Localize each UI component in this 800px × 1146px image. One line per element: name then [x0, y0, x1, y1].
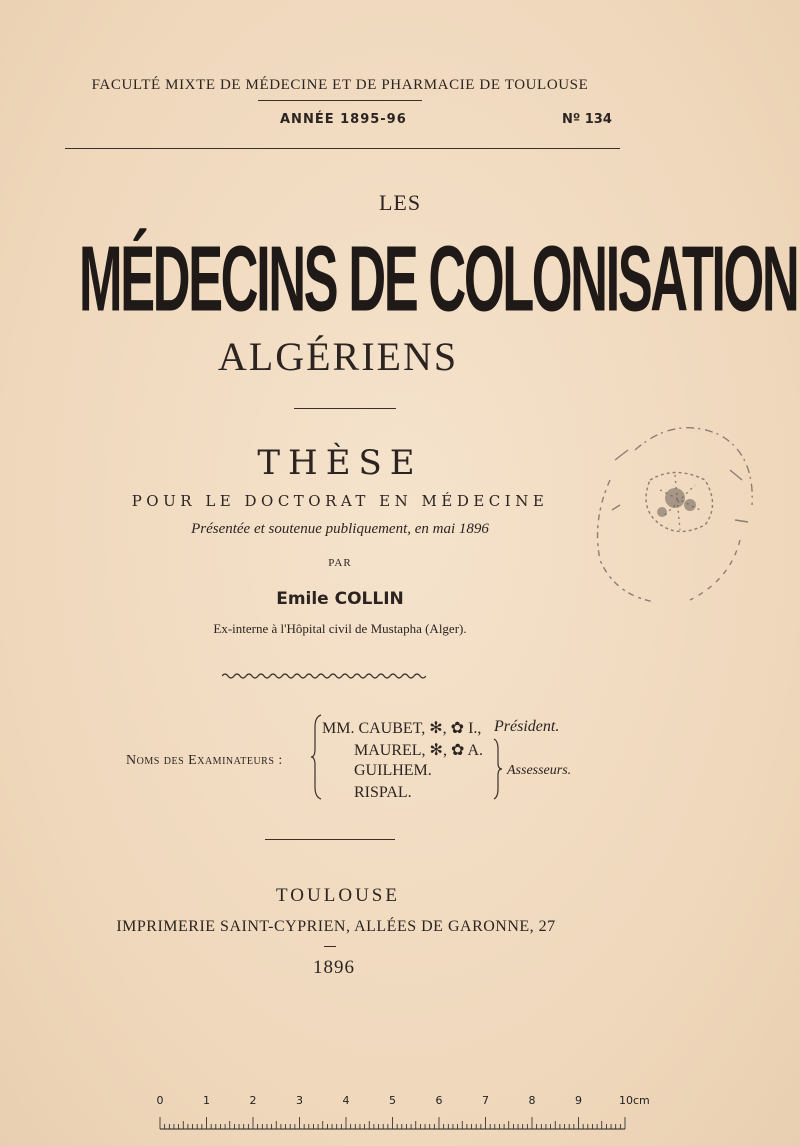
imprint-dash — [324, 946, 336, 947]
par-label: PAR — [328, 557, 352, 569]
ruler-label: 3 — [296, 1094, 303, 1107]
faculty-heading: FACULTÉ MIXTE DE MÉDECINE ET DE PHARMACIE DE TOULOUSE — [91, 77, 589, 93]
imprint-divider — [265, 839, 395, 840]
presentation-line: Présentée et soutenue publiquement, en mai 1896 — [191, 521, 489, 537]
title-les: LES — [378, 190, 422, 215]
imprint-printer: IMPRIMERIE SAINT-CYPRIEN, ALLÉES DE GARONNE, 27 — [116, 918, 556, 935]
ruler-label: 0 — [156, 1094, 164, 1107]
president-role: Président. — [494, 718, 560, 735]
right-brace — [492, 737, 502, 801]
ruler-label: 1 — [203, 1094, 210, 1107]
imprint-year: 1896 — [313, 957, 355, 978]
author-name: Emile COLLIN — [276, 589, 404, 609]
wavy-ornament — [222, 670, 426, 682]
ruler-label: 10cm — [619, 1094, 650, 1107]
thesis-number: Nº 134 — [562, 112, 612, 127]
title-divider — [294, 408, 396, 409]
centimeter-scale — [150, 1093, 650, 1133]
main-title-text: MÉDECINS DE COLONISATION — [78, 226, 798, 331]
ruler-label: 7 — [482, 1094, 489, 1107]
ruler-label: 6 — [435, 1094, 443, 1107]
author-title: Ex-interne à l'Hôpital civil de Mustapha (Alger). — [213, 621, 467, 636]
header-divider — [65, 148, 620, 149]
ruler-label: 5 — [389, 1094, 396, 1107]
academic-year: ANNÉE 1895-96 — [280, 112, 407, 127]
library-stamp — [580, 410, 760, 620]
examiner-caubet: MM. CAUBET, ✻, ✿ I., — [322, 720, 482, 737]
faculty-underline — [258, 100, 422, 101]
main-title — [0, 226, 800, 331]
ruler-label: 8 — [528, 1094, 536, 1107]
these-heading: THÈSE — [257, 443, 423, 483]
assessors-role: Assesseurs. — [507, 763, 572, 778]
ruler-label: 2 — [249, 1094, 257, 1107]
examiner-rispal: RISPAL. — [354, 784, 412, 801]
ruler-label: 4 — [342, 1094, 350, 1107]
imprint-city: TOULOUSE — [276, 885, 400, 906]
examiner-guilhem: GUILHEM. — [354, 762, 432, 779]
doctorat-line: POUR LE DOCTORAT EN MÉDECINE — [131, 492, 549, 510]
examiners-label: Noms des Examinateurs : — [126, 753, 283, 768]
ruler-label: 9 — [575, 1094, 582, 1107]
title-subtitle: ALGÉRIENS — [217, 334, 459, 379]
examiner-maurel: MAUREL, ✻, ✿ A. — [354, 742, 484, 759]
